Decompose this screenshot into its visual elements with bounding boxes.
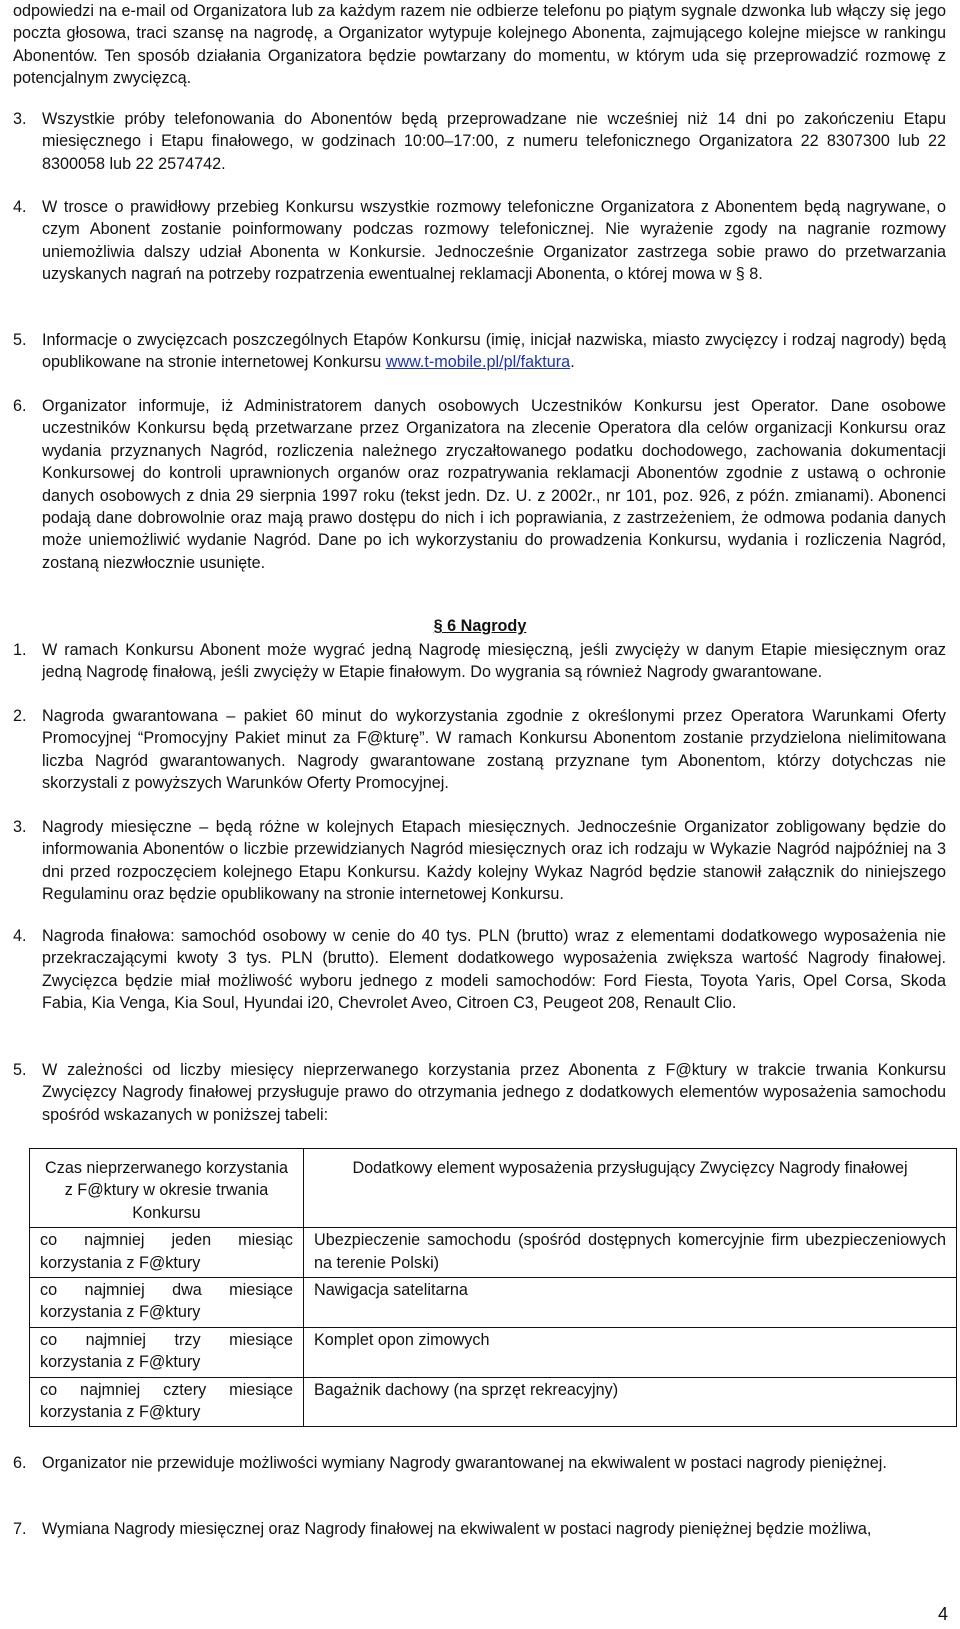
table-cell-equipment: Komplet opon zimowych <box>304 1327 957 1377</box>
paragraph-6 <box>13 395 946 574</box>
table-row <box>30 1228 957 1278</box>
table-cell-duration: co najmniej trzy miesiące korzystania z F@ktury <box>30 1327 304 1377</box>
paragraph-number: 7. <box>13 1520 27 1538</box>
paragraph-text: Nagrody miesięczne – będą różne w kolejnych Etapach miesięcznych. Jednocześnie Organizator zobligowany będzie do informowania Abonentów o liczbie przewidzianych Nagród miesięcznych oraz ich rodzaju w Wykazie Nagród najpóźniej na 3 dni przed rozpoczęciem kolejnego Etapu Konkursu. Każdy kolejny Wykaz Nagród będzie stanowił załącznik do niniejszego Regulaminu oraz będzie opublikowany na stronie internetowej Konkursu. <box>42 818 946 904</box>
paragraph-number: 4. <box>13 198 27 216</box>
paragraph-text-after: . <box>570 353 575 372</box>
paragraph-text: Nagroda finałowa: samochód osobowy w cenie do 40 tys. PLN (brutto) wraz z elementami dodatkowego wyposażenia nie przekraczającymi kwoty 3 tys. PLN (brutto). Element dodatkowego wyposażenia zwiększa wartość Nagrody finałowej. Zwycięzca będzie miał możliwość wyboru jednego z modeli samochodów: Ford Fiesta, Toyota Yaris, Opel Corsa, Skoda Fabia, Kia Venga, Kia Soul, Hyundai i20, Chevrolet Aveo, Citroen C3, Peugeot 208, Renault Clio. <box>42 927 946 1013</box>
section-heading-text: § 6 Nagrody <box>433 617 527 635</box>
table-header-equipment: Dodatkowy element wyposażenia przysługujący Zwycięzcy Nagrody finałowej <box>304 1149 957 1228</box>
table-header-row <box>30 1149 957 1228</box>
paragraph-text: W trosce o prawidłowy przebieg Konkursu wszystkie rozmowy telefoniczne Organizatora z Abonentem będą nagrywane, o czym Abonent zostanie poinformowany podczas rozmowy telefonicznej. Nie wyrażenie zgody na nagranie rozmowy uniemożliwia dalszy udział Abonenta w Konkursie. Jednocześnie Organizator zastrzega sobie prawo do przetwarzania uzyskanych nagrań na potrzeby rozpatrzenia ewentualnej reklamacji Abonenta, o której mowa w § 8. <box>42 198 946 284</box>
paragraph-number: 6. <box>13 397 27 415</box>
prize-paragraph-5 <box>13 1059 946 1126</box>
paragraph-number: 4. <box>13 927 27 945</box>
intro-paragraph: odpowiedzi na e-mail od Organizatora lub za każdym razem nie odbierze telefonu po piątym sygnale dzwonka lub włączy się jego poczta głosowa, traci szansę na nagrodę, a Organizator wytypuje kolejnego Abonenta, zajmującego kolejne miejsce w rankingu Abonentów. Ten sposób działania Organizatora będzie powtarzany do momentu, w którym uda się przeprowadzić rozmowę z potencjalnym zwycięzcą. <box>13 2 946 88</box>
paragraph-text <box>42 329 946 374</box>
paragraph-number: 5. <box>13 331 27 349</box>
equipment-table <box>29 1148 957 1427</box>
prize-paragraph-3 <box>13 816 946 906</box>
section-heading <box>0 617 960 636</box>
table-cell-duration: co najmniej cztery miesiące korzystania z F@ktury <box>30 1377 304 1427</box>
table-row <box>30 1278 957 1328</box>
paragraph-text: Organizator informuje, iż Administratorem danych osobowych Uczestników Konkursu jest Operator. Dane osobowe uczestników Konkursu będą przetwarzane przez Organizatora na zlecenie Operatora dla celów organizacji Konkursu oraz wydania przyznanych Nagród, rozliczenia należnego zryczałtowanego podatku dochodowego, zachowania dokumentacji Konkursowej do kontroli uprawnionych organów oraz rozpatrywania reklamacji Abonentów zgodnie z ustawą o ochronie danych osobowych z dnia 29 sierpnia 1997 roku (tekst jedn. Dz. U. z 2002r., nr 101, poz. 926, z późn. zmianami). Abonenci podają dane dobrowolnie oraz mają prawo dostępu do nich i ich poprawiania, z zastrzeżeniem, że odmowa podania danych może uniemożliwić wydanie Nagród. Dane po ich wykorzystaniu do prowadzenia Konkursu, wydania i rozliczenia Nagród, zostaną niezwłocznie usunięte. <box>42 397 946 572</box>
table-row <box>30 1327 957 1377</box>
prize-paragraph-1 <box>13 639 946 684</box>
paragraph-3 <box>13 108 946 175</box>
prize-paragraph-6 <box>13 1452 946 1474</box>
paragraph-text: W ramach Konkursu Abonent może wygrać jedną Nagrodę miesięczną, jeśli zwycięży w danym Etapie miesięcznym oraz jedną Nagrodę finałową, jeśli zwycięży w Etapie finałowym. Do wygrania są również Nagrody gwarantowane. <box>42 641 946 682</box>
table-cell-duration: co najmniej jeden miesiąc korzystania z F@ktury <box>30 1228 304 1278</box>
prize-paragraph-7 <box>13 1518 946 1540</box>
table-row <box>30 1377 957 1427</box>
paragraph-number: 1. <box>13 641 27 659</box>
paragraph-text: Nagroda gwarantowana – pakiet 60 minut do wykorzystania zgodnie z określonymi przez Operatora Warunkami Oferty Promocyjnej “Promocyjny Pakiet minut za F@kturę”. W ramach Konkursu Abonentom zostanie przydzielona nielimitowana liczba Nagród gwarantowanych. Nagrody gwarantowane zostaną przyznane tym Abonentom, którzy dotychczas nie skorzystali z powyższych Warunków Oferty Promocyjnej. <box>42 707 946 793</box>
table-cell-duration: co najmniej dwa miesiące korzystania z F@ktury <box>30 1278 304 1328</box>
paragraph-number: 5. <box>13 1061 27 1079</box>
page-number: 4 <box>937 1604 948 1624</box>
prize-paragraph-2 <box>13 705 946 795</box>
table-cell-equipment: Nawigacja satelitarna <box>304 1278 957 1328</box>
paragraph-number: 3. <box>13 818 27 836</box>
paragraph-text-before: Informacje o zwycięzcach poszczególnych Etapów Konkursu (imię, inicjał nazwiska, miasto zwycięzcy i rodzaj nagrody) będą opublikowane na stronie internetowej Konkursu <box>42 331 946 372</box>
paragraph-4 <box>13 196 946 286</box>
paragraph-number: 3. <box>13 110 27 128</box>
paragraph-text: Organizator nie przewiduje możliwości wymiany Nagrody gwarantowanej na ekwiwalent w postaci nagrody pieniężnej. <box>42 1454 887 1472</box>
paragraph-number: 2. <box>13 707 27 725</box>
prize-paragraph-4 <box>13 925 946 1015</box>
paragraph-text: Wszystkie próby telefonowania do Abonentów będą przeprowadzane nie wcześniej niż 14 dni po zakończeniu Etapu miesięcznego i Etapu finałowego, w godzinach 10:00–17:00, z numeru telefonicznego Organizatora 22 8307300 lub 22 8300058 lub 22 2574742. <box>42 110 946 173</box>
paragraph-number: 6. <box>13 1454 27 1472</box>
paragraph-text: W zależności od liczby miesięcy nieprzerwanego korzystania przez Abonenta z F@ktury w trakcie trwania Konkursu Zwycięzcy Nagrody finałowej przysługuje prawo do otrzymania jednego z dodatkowych elementów wyposażenia samochodu spośród wskazanych w poniższej tabeli: <box>42 1061 946 1124</box>
table-header-duration: Czas nieprzerwanego korzystania z F@ktury w okresie trwania Konkursu <box>30 1149 304 1228</box>
contest-website-link[interactable]: www.t-mobile.pl/pl/faktura <box>385 353 571 372</box>
paragraph-5 <box>13 329 946 374</box>
paragraph-text: Wymiana Nagrody miesięcznej oraz Nagrody finałowej na ekwiwalent w postaci nagrody pieniężnej będzie możliwa, <box>42 1520 872 1538</box>
table-cell-equipment: Bagażnik dachowy (na sprzęt rekreacyjny) <box>304 1377 957 1427</box>
table-cell-equipment: Ubezpieczenie samochodu (spośród dostępnych komercyjnie firm ubezpieczeniowych na terenie Polski) <box>304 1228 957 1278</box>
